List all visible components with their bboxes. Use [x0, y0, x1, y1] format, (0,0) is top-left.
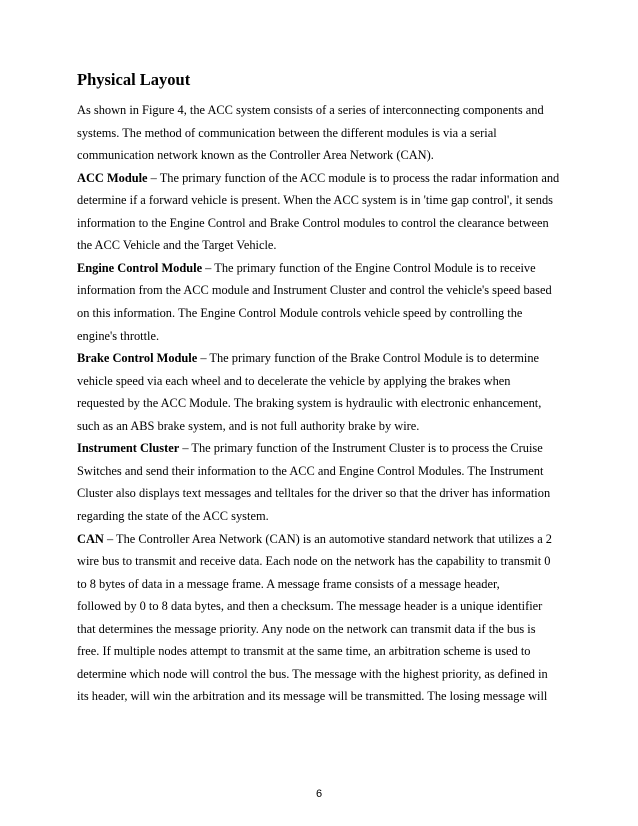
- instrument-cluster-line-3: Cluster also displays text messages and telltales for the driver so that the driver has information: [77, 486, 551, 501]
- engine-module-text: – The primary function of the Engine Control Module is to receive: [202, 260, 536, 275]
- instrument-cluster-line-1: [77, 440, 543, 456]
- can-text: – The Controller Area Network (CAN) is an automotive standard network that utilizes a 2: [103, 531, 552, 546]
- instrument-cluster-line-2: Switches and send their information to the ACC and Engine Control Modules. The Instrument: [77, 463, 544, 478]
- brake-module-line-2: vehicle speed via each wheel and to decelerate the vehicle by applying the brakes when: [77, 373, 511, 388]
- can-term: CAN: [77, 531, 104, 546]
- acc-module-line-4: the ACC Vehicle and the Target Vehicle.: [77, 238, 277, 253]
- brake-module-line-1: [77, 350, 539, 366]
- acc-module-term: ACC Module: [77, 170, 148, 185]
- acc-module-line-3: information to the Engine Control and Brake Control modules to control the clearance between: [77, 215, 549, 230]
- can-line-6: free. If multiple nodes attempt to transmit at the same time, an arbitration scheme is used to: [77, 644, 531, 659]
- brake-module-line-4: such as an ABS brake system, and is not full authority brake by wire.: [77, 418, 420, 433]
- brake-module-text: – The primary function of the Brake Control Module is to determine: [197, 351, 540, 366]
- can-line-2: wire bus to transmit and receive data. Each node on the network has the capability to transmit 0: [77, 554, 551, 568]
- can-line-8: its header, will win the arbitration and its message will be transmitted. The losing message will: [77, 689, 548, 704]
- engine-module-line-3: on this information. The Engine Control Module controls vehicle speed by controlling the: [77, 306, 523, 320]
- can-line-7: determine which node will control the bus. The message with the highest priority, as defined in: [77, 666, 548, 681]
- instrument-cluster-line-4: regarding the state of the ACC system.: [77, 508, 269, 523]
- engine-module-line-1: [77, 260, 536, 276]
- intro-line-3: communication network known as the Controller Area Network (CAN).: [77, 148, 434, 163]
- can-line-4: followed by 0 to 8 data bytes, and then a checksum. The message header is a unique identifier: [77, 599, 543, 614]
- acc-module-line-1: [77, 170, 559, 186]
- page-number: 6: [315, 788, 323, 800]
- brake-module-term: Brake Control Module: [77, 351, 198, 366]
- instrument-cluster-term: Instrument Cluster: [77, 441, 180, 456]
- instrument-cluster-text: – The primary function of the Instrument Cluster is to process the Cruise: [179, 441, 543, 456]
- intro-line-2: systems. The method of communication between the different modules is via a serial: [77, 125, 497, 140]
- brake-module-line-3: requested by the ACC Module. The braking system is hydraulic with electronic enhancement,: [77, 396, 542, 411]
- can-line-1: [77, 531, 552, 547]
- engine-module-term: Engine Control Module: [77, 260, 203, 275]
- acc-module-line-2: determine if a forward vehicle is present. When the ACC system is in 'time gap control', it sends: [77, 193, 554, 208]
- acc-module-text: – The primary function of the ACC module is to process the radar information and: [147, 170, 560, 185]
- intro-line-1: As shown in Figure 4, the ACC system consists of a series of interconnecting components and: [77, 103, 544, 117]
- can-line-3: to 8 bytes of data in a message frame. A message frame consists of a message header,: [77, 576, 500, 591]
- engine-module-line-2: information from the ACC module and Instrument Cluster and control the vehicle's speed based: [77, 283, 552, 298]
- section-heading: Physical Layout: [77, 70, 191, 89]
- can-line-5: that determines the message priority. Any node on the network can transmit data if the bus is: [77, 621, 536, 636]
- engine-module-line-4: engine's throttle.: [77, 328, 160, 343]
